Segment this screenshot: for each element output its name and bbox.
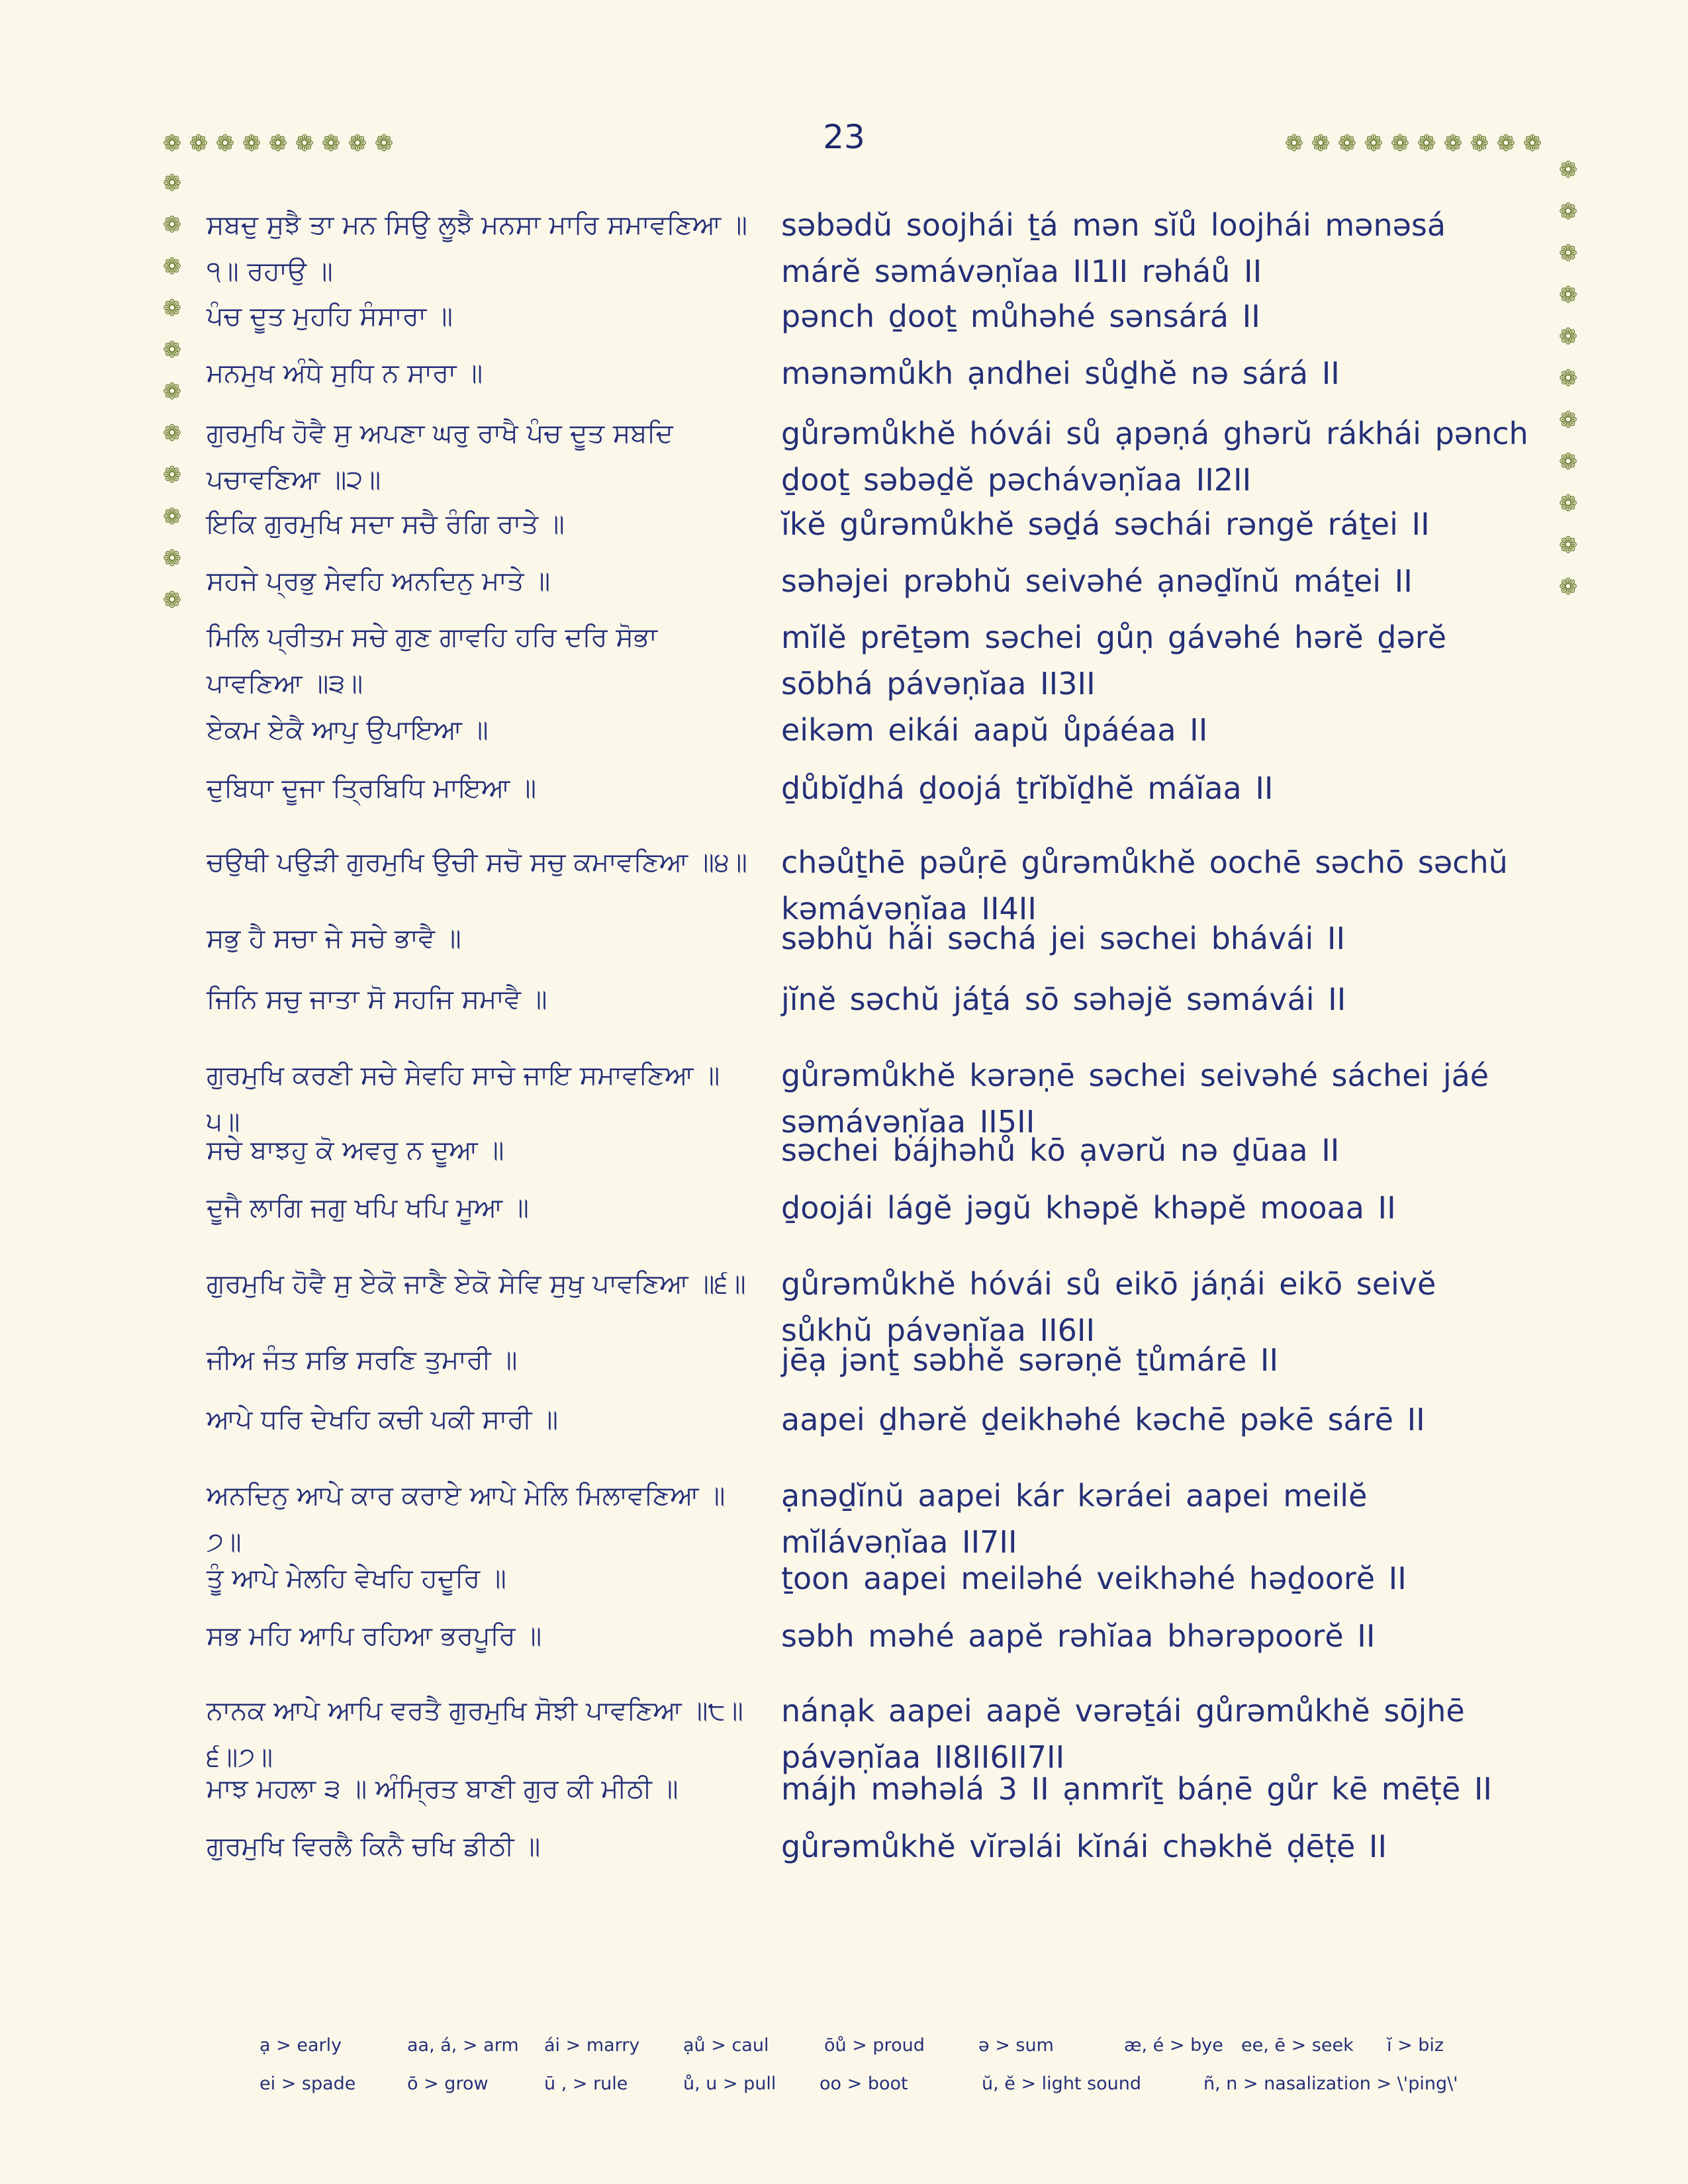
verse-row: [0, 1473, 1688, 1560]
gurmukhi-line: ਸਬਦੁ ਸੁਝੈ ਤਾ ਮਨ ਸਿਉ ਲੂਝੈ ਮਨਸਾ ਮਾਰਿ ਸਮਾਵਣਿਆ ॥੧॥ ਰਹਾਉ ॥: [207, 210, 747, 287]
gurmukhi-line: ਇਕਿ ਗੁਰਮੁਖਿ ਸਦਾ ਸਚੈ ਰੰਗਿ ਰਾਤੇ ॥: [207, 509, 565, 539]
transliteration-line: chəůṯhē pəůṛē gůrəmůkhĕ oochē səchō səchŭ kəmávəṇĭaa II4II: [781, 844, 1508, 927]
flower-icon: ❁: [162, 337, 182, 363]
gurmukhi-line: ਅਨਦਿਨੁ ਆਪੇ ਕਾਰ ਕਰਾਏ ਆਪੇ ਮੇਲਿ ਮਿਲਾਵਣਿਆ ॥੭॥: [207, 1480, 726, 1557]
verse-row: [0, 765, 1688, 818]
flower-icon: ❁: [1558, 532, 1578, 559]
verse-row: [0, 1337, 1688, 1390]
flower-icon: ❁: [1443, 130, 1463, 157]
verse-row: [0, 199, 1688, 289]
flower-icon: ❁: [162, 587, 182, 614]
verse-row: [0, 915, 1688, 968]
transliteration-line: gůrəmůkhĕ hóvái sů eikō jáṇái eikō seivĕ sůkhŭ pávəṇĭaa II6II: [781, 1266, 1436, 1348]
transliteration-line: ḏoojái lágĕ jəgŭ khəpĕ khəpĕ mooaa II: [781, 1190, 1396, 1226]
legend-item: oo > boot: [820, 2073, 908, 2094]
flower-icon: ❁: [1311, 130, 1331, 157]
legend-item: ạ > early: [259, 2035, 342, 2056]
flower-icon: ❁: [162, 545, 182, 572]
flower-icon: ❁: [295, 130, 314, 157]
transliteration-line: ṯoon aapei meiləhé veikhəhé həḏoorĕ II: [781, 1561, 1407, 1596]
verse-row: [0, 614, 1688, 702]
gurmukhi-line: ਗੁਰਮੁਖਿ ਹੋਵੈ ਸੁ ਅਪਣਾ ਘਰੁ ਰਾਖੈ ਪੰਚ ਦੂਤ ਸਬਦਿ ਪਚਾਵਣਿਆ ॥੨॥: [207, 418, 673, 495]
verse-row: [0, 407, 1688, 498]
flower-icon: ❁: [1558, 365, 1578, 392]
flower-icon: ❁: [1558, 157, 1578, 183]
gurmukhi-line: ਗੁਰਮੁਖਿ ਹੋਵੈ ਸੁ ਏਕੋ ਜਾਣੈ ਏਕੋ ਸੇਵਿ ਸੁਖੁ ਪਾਵਣਿਆ ॥੬॥: [207, 1269, 746, 1299]
gurmukhi-line: ਦੁਬਿਧਾ ਦੂਜਾ ਤ੍ਰਿਬਿਧਿ ਮਾਇਆ ॥: [207, 773, 537, 803]
gurmukhi-line: ਗੁਰਮੁਖਿ ਵਿਰਲੈ ਕਿਨੈ ਚਖਿ ਡੀਠੀ ॥: [207, 1831, 541, 1862]
legend-item: ñ, n > nasalization > \'ping\': [1203, 2073, 1458, 2094]
verse-row: [0, 501, 1688, 554]
gurmukhi-line: ਆਪੇ ਧਰਿ ਦੇਖਹਿ ਕਚੀ ਪਕੀ ਸਾਰੀ ॥: [207, 1404, 559, 1435]
gurmukhi-line: ਸਚੇ ਬਾਝਹੁ ਕੋ ਅਵਰੁ ਨ ਦੂਆ ॥: [207, 1135, 504, 1165]
gurmukhi-line: ਸਭੁ ਹੈ ਸਚਾ ਜੇ ਸਚੇ ਭਾਵੈ ॥: [207, 923, 461, 954]
verse-row: [0, 293, 1688, 350]
legend-item: aa, á, > arm: [407, 2035, 519, 2056]
flower-icon: ❁: [1558, 449, 1578, 475]
flower-icon: ❁: [1496, 130, 1516, 157]
gurmukhi-line: ਪੰਚ ਦੂਤ ਮੁਹਹਿ ਸੰਸਾਰਾ ॥: [207, 301, 453, 332]
transliteration-line: səbh məhé aapĕ rəhĭaa bhərəpoorĕ II: [781, 1618, 1376, 1654]
transliteration-line: nánạk aapei aapĕ vərəṯái gůrəmůkhĕ sōjhē pávəṇĭaa II8II6II7II: [781, 1693, 1465, 1775]
legend-item: ōů > proud: [824, 2035, 925, 2056]
verse-row: [0, 1127, 1688, 1180]
flower-icon: ❁: [1364, 130, 1383, 157]
verse-row: [0, 1261, 1688, 1348]
flower-icon: ❁: [162, 420, 182, 447]
verse-row: [0, 1052, 1688, 1140]
legend-item: ŭ, ĕ > light sound: [982, 2073, 1142, 2094]
legend-item: ə > sum: [978, 2035, 1054, 2056]
verse-row: [0, 1613, 1688, 1666]
flower-icon: ❁: [1558, 199, 1578, 225]
flower-icon: ❁: [162, 130, 182, 157]
verse-row: [0, 976, 1688, 1029]
page-number: 23: [823, 118, 865, 156]
flower-icon: ❁: [348, 130, 367, 157]
verse-row: [0, 558, 1688, 614]
verse-row: [0, 1823, 1688, 1876]
gurmukhi-line: ਏਕਮ ਏਕੈ ਆਪੁ ਉਪਾਇਆ ॥: [207, 715, 489, 745]
transliteration-line: jēạ jənṯ səbhĕ sərəṇĕ ṯůmárē II: [781, 1342, 1279, 1378]
verse-row: [0, 1766, 1688, 1819]
flower-icon: ❁: [1523, 130, 1542, 157]
legend-item: ů, u > pull: [683, 2073, 776, 2094]
gurmukhi-line: ਮਨਮੁਖ ਅੰਧੇ ਸੁਧਿ ਨ ਸਾਰਾ ॥: [207, 358, 483, 388]
flower-icon: ❁: [242, 130, 261, 157]
transliteration-line: səchei bájhəhů kō ạvərŭ nə ḏūaa II: [781, 1132, 1340, 1168]
legend-item: ĭ > biz: [1387, 2035, 1444, 2056]
transliteration-line: gůrəmůkhĕ kərəṇē səchei seivəhé sáchei jáé səmávəṇĭaa II5II: [781, 1058, 1489, 1140]
gurmukhi-line: ਜਿਨਿ ਸਚੁ ਜਾਤਾ ਸੋ ਸਹਜਿ ਸਮਾਵੈ ॥: [207, 984, 547, 1015]
flower-icon: ❁: [1558, 324, 1578, 350]
gurmukhi-line: ਮਾਝ ਮਹਲਾ ੩ ॥ ਅੰਮ੍ਰਿਤ ਬਾਣੀ ਗੁਰ ਕੀ ਮੀਠੀ ॥: [207, 1774, 679, 1804]
flower-icon: ❁: [1417, 130, 1436, 157]
flower-icon: ❁: [1284, 130, 1304, 157]
transliteration-line: mənəmůkh ạndhei sůḏhĕ nə sárá II: [781, 355, 1340, 391]
verse-row: [0, 839, 1688, 927]
gurmukhi-line: ਜੀਅ ਜੰਤ ਸਭਿ ਸਰਣਿ ਤੁਮਾਰੀ ॥: [207, 1345, 518, 1375]
verse-row: [0, 707, 1688, 760]
legend-item: ee, ē > seek: [1241, 2035, 1354, 2056]
flower-icon: ❁: [215, 130, 235, 157]
flower-icon: ❁: [1558, 282, 1578, 308]
transliteration-line: ḏůbĭḏhá ḏoojá ṯrĭbĭḏhĕ máĭaa II: [781, 770, 1274, 806]
flower-icon: ❁: [162, 462, 182, 488]
legend-item: ái > marry: [544, 2035, 640, 2056]
legend-item: æ, é > bye: [1124, 2035, 1223, 2056]
gurmukhi-line: ਗੁਰਮੁਖਿ ਕਰਣੀ ਸਚੇ ਸੇਵਹਿ ਸਾਚੇ ਜਾਇ ਸਮਾਵਣਿਆ ॥੫॥: [207, 1060, 720, 1137]
transliteration-line: ạnəḏĭnŭ aapei kár kəráei aapei meilĕ mĭlávəṇĭaa II7II: [781, 1478, 1368, 1560]
flower-icon: ❁: [1470, 130, 1489, 157]
gurmukhi-line: ਮਿਲਿ ਪ੍ਰੀਤਮ ਸਚੇ ਗੁਣ ਗਾਵਹਿ ਹਰਿ ਦਰਿ ਸੋਭਾ ਪਾਵਣਿਆ ॥੩॥: [207, 622, 657, 699]
flower-icon: ❁: [162, 504, 182, 530]
transliteration-line: eikəm eikái aapŭ ůpáéaa II: [781, 712, 1208, 748]
transliteration-line: gůrəmůkhĕ hóvái sů ạpəṇá ghərŭ rákhái pənch ḏooṯ səbəḏĕ pəchávəṇĭaa II2II: [781, 416, 1528, 498]
flower-icon: ❁: [162, 253, 182, 280]
verse-row: [0, 1555, 1688, 1608]
legend-item: ei > spade: [259, 2073, 356, 2094]
transliteration-line: jĭnĕ səchŭ jáṯá sō səhəjĕ səmávái II: [781, 981, 1346, 1017]
flower-icon: ❁: [162, 212, 182, 238]
flower-icon: ❁: [374, 130, 394, 157]
transliteration-line: májh məhəlá 3 II ạnmrĭṯ báṇē gůr kē mēṭ̇ē II: [781, 1771, 1492, 1807]
transliteration-line: səhəjei prəbhŭ seivəhé ạnəḏĭnŭ máṯei II: [781, 563, 1413, 599]
flower-icon: ❁: [189, 130, 209, 157]
legend-item: ạů > caul: [683, 2035, 769, 2056]
transliteration-line: səbhŭ hái səchá jei səchei bhávái II: [781, 921, 1346, 956]
gurmukhi-line: ਸਹਜੇ ਪ੍ਰਭੁ ਸੇਵਹਿ ਅਨਦਿਨੁ ਮਾਤੇ ॥: [207, 566, 551, 596]
legend-item: ō > grow: [407, 2073, 489, 2094]
gurmukhi-line: ਤੂੰ ਆਪੇ ਮੇਲਹਿ ਵੇਖਹਿ ਹਦੂਰਿ ॥: [207, 1563, 506, 1594]
verse-row: [0, 350, 1688, 403]
flower-icon: ❁: [1390, 130, 1410, 157]
flower-icon: ❁: [321, 130, 341, 157]
flower-icon: ❁: [1558, 240, 1578, 267]
transliteration-line: mĭlĕ prēṯəm səchei gůṇ gávəhé hərĕ ḏərĕ sōbhá pávəṇĭaa II3II: [781, 619, 1447, 702]
gurmukhi-line: ਸਭ ਮਹਿ ਆਪਿ ਰਹਿਆ ਭਰਪੂਰਿ ॥: [207, 1621, 542, 1651]
flower-icon: ❁: [162, 170, 182, 197]
flower-icon: ❁: [268, 130, 288, 157]
flower-icon: ❁: [1558, 490, 1578, 517]
gurmukhi-line: ਨਾਨਕ ਆਪੇ ਆਪਿ ਵਰਤੈ ਗੁਰਮੁਖਿ ਸੋਝੀ ਪਾਵਣਿਆ ॥੮॥੬॥੭॥: [207, 1696, 743, 1772]
flower-icon: ❁: [1558, 407, 1578, 433]
legend-item: ū , > rule: [544, 2073, 628, 2094]
flower-icon: ❁: [162, 379, 182, 405]
verse-row: [0, 1185, 1688, 1238]
transliteration-line: aapei ḏhərĕ ḏeikhəhé kəchē pəkē sárē II: [781, 1402, 1425, 1437]
gurmukhi-line: ਦੂਜੈ ਲਾਗਿ ਜਗੁ ਖਪਿ ਖਪਿ ਮੂਆ ॥: [207, 1193, 529, 1223]
flower-icon: ❁: [1337, 130, 1357, 157]
flower-icon: ❁: [1558, 574, 1578, 600]
gurmukhi-line: ਚਉਥੀ ਪਉੜੀ ਗੁਰਮੁਖਿ ਉਚੀ ਸਚੋ ਸਚੁ ਕਮਾਵਣਿਆ ॥੪॥: [207, 847, 747, 878]
verse-row: [0, 1688, 1688, 1775]
verse-row: [0, 1396, 1688, 1449]
transliteration-line: gůrəmůkhĕ vĭrəlái kĭnái chəkhĕ ḍēṭ̇ē II: [781, 1829, 1387, 1864]
transliteration-line: ĭkĕ gůrəmůkhĕ səḏá səchái rəngĕ ráṯei II: [781, 506, 1430, 542]
transliteration-line: səbədŭ soojhái ṯá mən sĭů loojhái mənəsá márĕ səmávəṇĭaa II1II rəháů II: [781, 207, 1446, 289]
transliteration-line: pənch ḏooṯ můhəhé sənsárá II: [781, 298, 1260, 334]
flower-icon: ❁: [162, 295, 182, 322]
